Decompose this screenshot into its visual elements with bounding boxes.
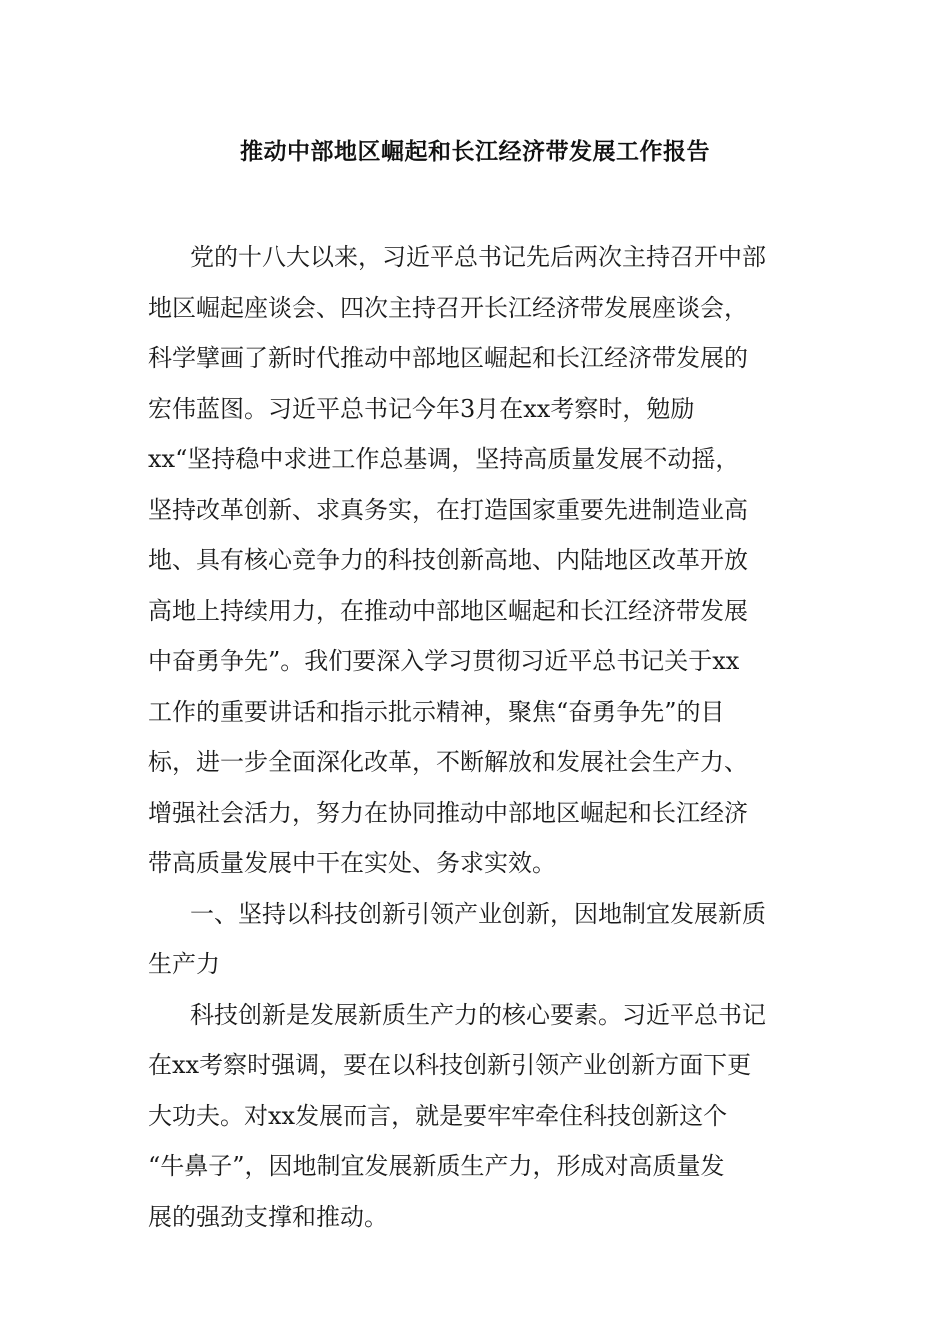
paragraph-1-line-1: 党的十八大以来，习近平总书记先后两次主持召开中部 <box>190 243 766 271</box>
paragraph-1-line-8: 高地上持续用力，在推动中部地区崛起和长江经济带发展 <box>148 596 748 625</box>
document-body <box>148 232 808 1242</box>
paragraph-1-line-7: 地、具有核心竞争力的科技创新高地、内陆地区改革开放 <box>148 546 748 574</box>
paragraph-1-line-4: 宏伟蓝图。习近平总书记今年3月在xx考察时，勉励 <box>148 394 695 423</box>
paragraph-1-line-6: 坚持改革创新、求真务实，在打造国家重要先进制造业高 <box>148 495 748 524</box>
paragraph-1-line-3: 科学擘画了新时代推动中部地区崛起和长江经济带发展的 <box>148 344 748 372</box>
paragraph-2-line-4: “牛鼻子”，因地制宜发展新质生产力，形成对高质量发 <box>148 1152 725 1180</box>
paragraph-1-line-12: 增强社会活力，努力在协同推动中部地区崛起和长江经济 <box>148 798 748 827</box>
section-heading-line-2: 生产力 <box>148 950 220 978</box>
paragraph-1-line-5: xx“坚持稳中求进工作总基调，坚持高质量发展不动摇， <box>148 445 740 473</box>
paragraph-1-line-13: 带高质量发展中干在实处、务求实效。 <box>148 849 556 877</box>
paragraph-1-line-9: 中奋勇争先”。我们要深入学习贯彻习近平总书记关于xx <box>148 647 740 675</box>
paragraph-2-line-1: 科技创新是发展新质生产力的核心要素。习近平总书记 <box>190 1000 766 1029</box>
paragraph-2-line-2: 在xx考察时强调，要在以科技创新引领产业创新方面下更 <box>148 1051 752 1079</box>
section-heading-line-1: 一、坚持以科技创新引领产业创新，因地制宜发展新质 <box>190 899 766 928</box>
paragraph-1-line-11: 标，进一步全面深化改革，不断解放和发展社会生产力、 <box>148 748 748 776</box>
document-title: 推动中部地区崛起和长江经济带发展工作报告 <box>240 138 710 165</box>
paragraph-1-line-10: 工作的重要讲话和指示批示精神，聚焦“奋勇争先”的目 <box>148 697 725 726</box>
paragraph-2-line-3: 大功夫。对xx发展而言，就是要牢牢牵住科技创新这个 <box>148 1101 728 1130</box>
paragraph-2-line-5: 展的强劲支撑和推动。 <box>148 1202 388 1231</box>
paragraph-1-line-2: 地区崛起座谈会、四次主持召开长江经济带发展座谈会， <box>148 293 748 322</box>
